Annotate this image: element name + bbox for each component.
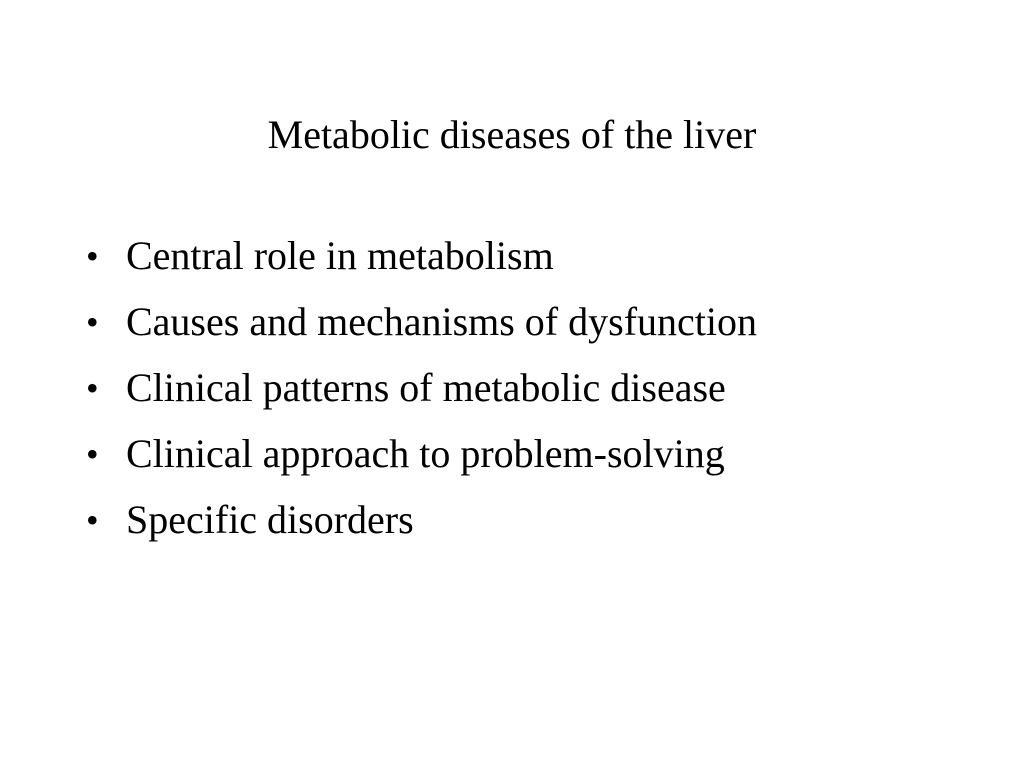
slide-title: Metabolic diseases of the liver [267,112,757,157]
bullet-text: Central role in metabolism [126,233,554,278]
bullet-icon: • [86,236,99,276]
bullet-icon: • [86,434,99,474]
bullet-icon: • [86,500,99,540]
bullet-item [86,430,757,478]
bullet-item [86,496,757,544]
bullet-list [86,232,757,562]
bullet-text: Causes and mechanisms of dysfunction [126,299,757,344]
bullet-icon: • [86,368,99,408]
bullet-item [86,364,757,412]
bullet-item [86,232,757,280]
bullet-item [86,298,757,346]
bullet-text: Clinical patterns of metabolic disease [126,365,726,410]
bullet-text: Specific disorders [126,497,414,542]
bullet-text: Clinical approach to problem-solving [126,431,725,476]
bullet-icon: • [86,302,99,342]
